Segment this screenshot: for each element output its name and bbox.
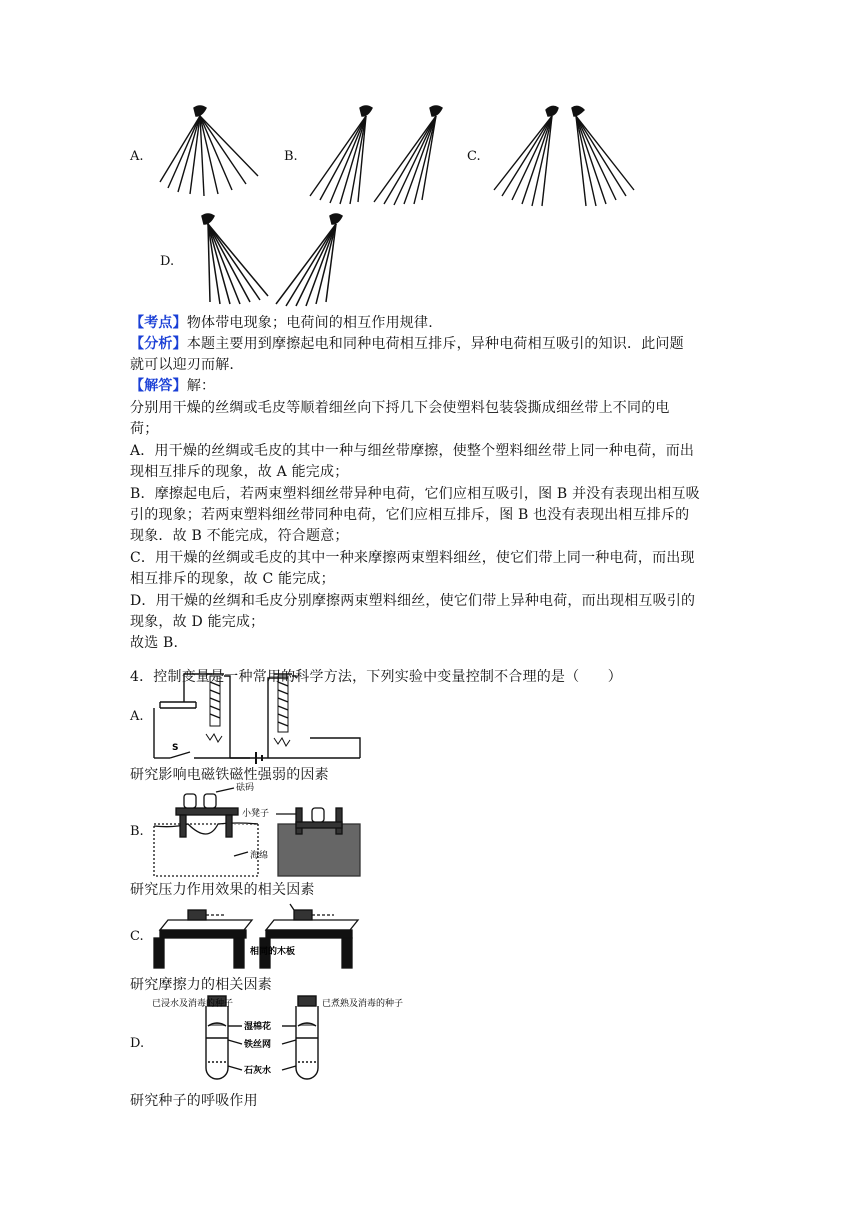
right-seed-label: 已煮熟及消毒的种子 <box>322 999 404 1009</box>
q4-option-b-caption: 研究压力作用效果的相关因素 <box>130 882 315 898</box>
option-b-image <box>300 100 460 210</box>
body-line: B．摩擦起电后，若两束塑料细丝带异种电荷，它们应相互吸引，图 B 并没有表现出相互吸 <box>130 486 700 502</box>
q4-stem: 4．控制变量是一种常用的科学方法，下列实验中变量控制不合理的是（ ） <box>130 669 622 685</box>
body-line: 故选 B. <box>130 635 179 651</box>
body-line: C．用干燥的丝绸或毛皮的其中一种来摩擦两束塑料细丝，使它们带上同一种电荷，而出现 <box>130 550 695 566</box>
jieda-line <box>130 375 215 395</box>
q4-option-a-caption: 研究影响电磁铁磁性强弱的因素 <box>130 767 329 783</box>
body-line: A．用干燥的丝绸或毛皮的其中一种与细丝带摩擦，使整个塑料细丝带上同一种电荷，而出 <box>130 443 695 459</box>
kaodian-tag: 【考点】 <box>130 315 187 331</box>
option-a-label: A. <box>130 149 144 164</box>
option-d-image <box>180 208 360 308</box>
seed-respiration-diagram <box>150 996 404 1088</box>
mesh-label: 铁丝网 <box>244 1040 272 1050</box>
stool-label: 小凳子 <box>242 809 270 819</box>
body-line: 相互排斥的现象，故 C 能完成； <box>130 571 335 587</box>
q4-option-a-label: A. <box>130 709 144 724</box>
option-b-label: B. <box>284 149 298 164</box>
body-line: D．用干燥的丝绸和毛皮分别摩擦两束塑料细丝，使它们带上异种电荷，而出现相互吸引的 <box>130 593 696 609</box>
fenxi-tag: 【分析】 <box>130 336 187 352</box>
board-label: 相同的木板 <box>250 947 296 957</box>
body-line: 现象，故 D 能完成； <box>130 614 265 630</box>
option-c-label: C. <box>467 149 481 164</box>
option-d-label: D. <box>160 254 175 269</box>
fenxi-line-2: 就可以迎刃而解. <box>130 357 235 373</box>
body-line: 现相互排斥的现象，故 A 能完成； <box>130 464 349 480</box>
q4-option-d-caption: 研究种子的呼吸作用 <box>130 1093 258 1109</box>
body-line: 分别用干燥的丝绸或毛皮等顺着细丝向下捋几下会使塑料包装袋撕成细丝带上不同的电 <box>130 400 670 416</box>
fenxi-line <box>130 333 684 353</box>
electromagnet-circuit-diagram <box>150 668 360 768</box>
kaodian-line <box>130 312 433 332</box>
jieda-text: 解： <box>186 378 216 394</box>
q4-option-b-label: B. <box>130 824 144 839</box>
body-line: 现象．故 B 不能完成，符合题意； <box>130 528 349 544</box>
jieda-tag: 【解答】 <box>130 378 187 394</box>
body-line: 引的现象；若两束塑料细丝带同种电荷，它们应相互排斥，图 B 也没有表现出相互排斥的 <box>130 507 690 523</box>
sponge-label: 海绵 <box>250 851 269 861</box>
lime-label: 石灰水 <box>244 1066 272 1076</box>
switch-label: S <box>172 743 179 753</box>
weight-label: 砝码 <box>236 783 255 793</box>
left-seed-label: 已浸水及消毒的种子 <box>152 999 234 1009</box>
q4-option-c-label: C. <box>130 929 144 944</box>
fenxi-text: 本题主要用到摩擦起电和同种电荷相互排斥，异种电荷相互吸引的知识．此问题 <box>186 336 684 352</box>
sponge-pressure-diagram <box>150 783 365 880</box>
friction-board-diagram <box>150 902 365 972</box>
option-a-image <box>150 100 280 200</box>
q4-option-d-label: D. <box>130 1036 145 1051</box>
kaodian-text: 物体带电现象；电荷间的相互作用规律. <box>186 315 433 331</box>
cotton-label: 湿棉花 <box>244 1022 272 1032</box>
option-c-image <box>488 100 648 210</box>
body-line: 荷； <box>130 421 159 437</box>
q4-option-c-caption: 研究摩擦力的相关因素 <box>130 977 272 993</box>
